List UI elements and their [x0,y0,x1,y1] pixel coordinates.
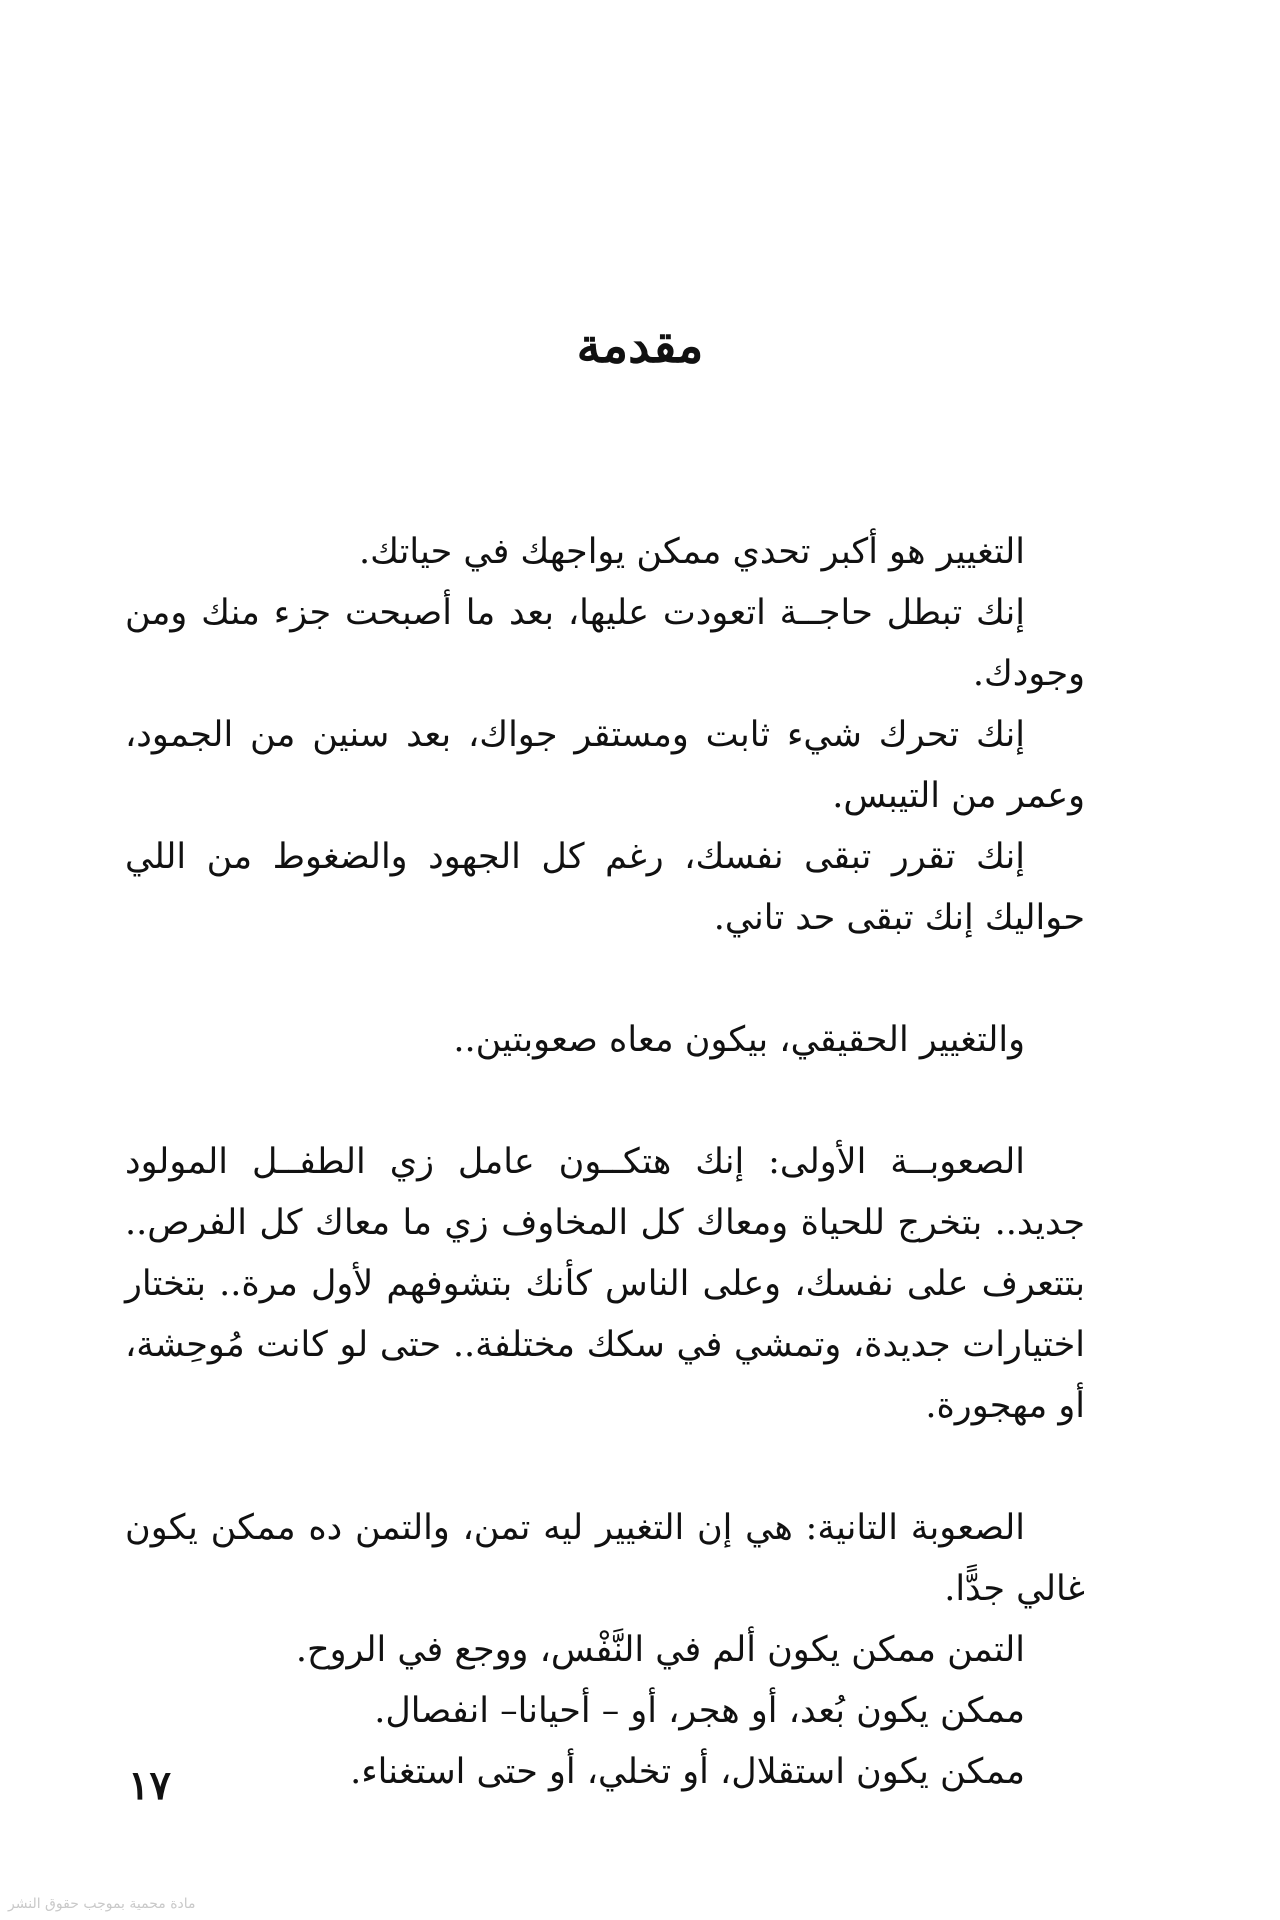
list-item: التمن ممكن يكون ألم في النَّفْس، ووجع في الروح. [295,1630,1025,1670]
copyright-watermark: مادة محمية بموجب حقوق النشر [8,1896,196,1912]
paragraph: إنك تحرك شيء ثابت ومستقر جواك، بعد سنين من الجمود، وعمر من التيبس. [125,715,1085,816]
paragraph: التغيير هو أكبر تحدي ممكن يواجهك في حياتك. [359,532,1025,572]
difficulty-one-paragraph: الصعوبــة الأولى: إنك هتكــون عامل زي الطفــل المولود جديد.. بتخرج للحياة ومعاك كل المخاوف زي ما معاك كل الفرص.. بتتعرف على نفسك، وعلى الناس كأنك بتشوفهم لأول مرة.. بتختار اختيارات جديدة، وتمشي في سكك مختلفة.. حتى لو كانت مُوحِشة، أو مهجورة. [125,1142,1085,1426]
paragraph: إنك تبطل حاجــة اتعودت عليها، بعد ما أصبحت جزء منك ومن وجودك. [125,593,1085,694]
spacer [125,949,1085,1010]
spacer [125,1071,1085,1132]
page-title: مقدمة [576,318,704,374]
paragraph: إنك تقرر تبقى نفسك، رغم كل الجهود والضغوط من اللي حواليك إنك تبقى حد تاني. [125,837,1085,938]
difficulty-two-paragraph: الصعوبة التانية: هي إن التغيير ليه تمن، والتمن ده ممكن يكون غالي جدًّا. [125,1508,1085,1609]
spacer [125,1437,1085,1498]
price-list [125,1620,1085,1803]
page-number: ١٧ [128,1762,171,1809]
list-item: ممكن يكون استقلال، أو تخلي، أو حتى استغناء. [350,1752,1025,1792]
transition-line: والتغيير الحقيقي، بيكون معاه صعوبتين.. [453,1020,1025,1060]
list-item: ممكن يكون بُعد، أو هجر، أو – أحيانا– انفصال. [374,1691,1025,1731]
body-text [125,522,1085,1803]
